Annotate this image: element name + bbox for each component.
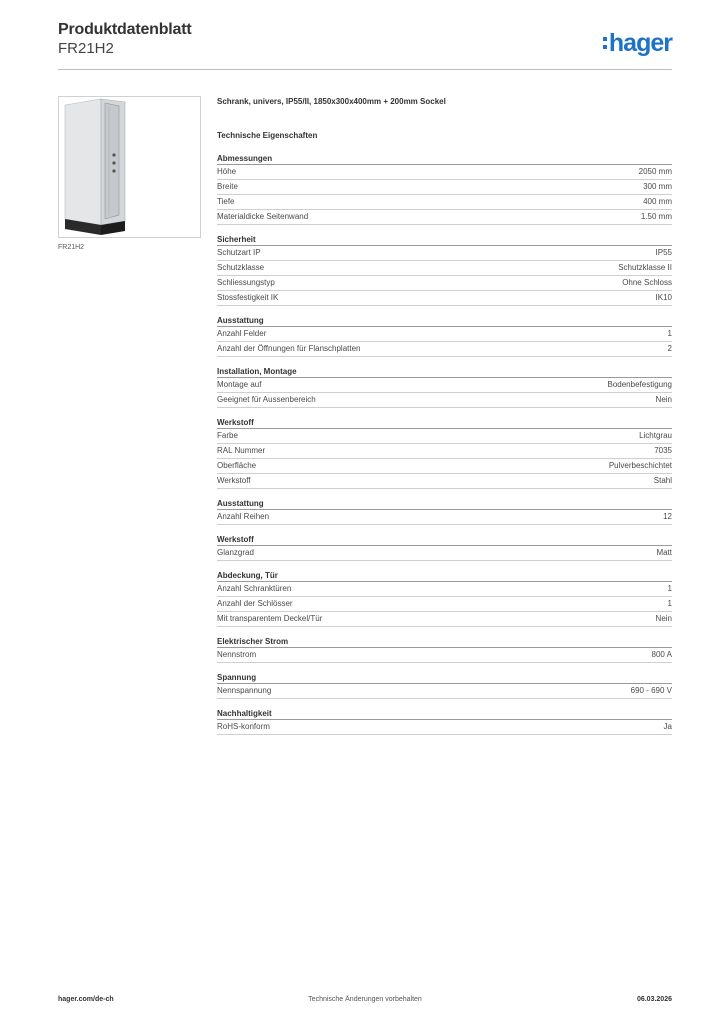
spec-value: 690 - 690 V xyxy=(630,686,672,695)
spec-row xyxy=(217,429,672,444)
spec-value: Ohne Schloss xyxy=(622,278,672,287)
spec-value: Nein xyxy=(655,614,672,623)
spec-label: Höhe xyxy=(217,167,237,176)
spec-label: Tiefe xyxy=(217,197,235,206)
spec-label: Stossfestigkeit IK xyxy=(217,293,279,302)
spec-value: Matt xyxy=(656,548,672,557)
spec-value: Nein xyxy=(655,395,672,404)
spec-row xyxy=(217,597,672,612)
spec-row xyxy=(217,195,672,210)
spec-value: Pulverbeschichtet xyxy=(608,461,672,470)
footer-note: Technische Änderungen vorbehalten xyxy=(308,996,422,1003)
section-title: Werkstoff xyxy=(217,417,672,429)
section-title: Spannung xyxy=(217,672,672,684)
spec-section xyxy=(217,234,672,306)
spec-value: 1.50 mm xyxy=(640,212,672,221)
spec-section xyxy=(217,636,672,663)
spec-value: IP55 xyxy=(655,248,672,257)
spec-value: IK10 xyxy=(655,293,672,302)
spec-value: 1 xyxy=(667,329,672,338)
spec-row xyxy=(217,684,672,699)
logo-text: hager xyxy=(608,29,672,57)
page-footer xyxy=(58,996,672,1010)
product-code: FR21H2 xyxy=(58,40,114,57)
spec-label: Schutzart IP xyxy=(217,248,261,257)
spec-row xyxy=(217,459,672,474)
section-title: Ausstattung xyxy=(217,315,672,327)
spec-label: RAL Nummer xyxy=(217,446,266,455)
spec-row xyxy=(217,291,672,306)
spec-label: Breite xyxy=(217,182,238,191)
spec-label: Schliessungstyp xyxy=(217,278,275,287)
section-title: Sicherheit xyxy=(217,234,672,246)
spec-section xyxy=(217,534,672,561)
spec-label: Anzahl der Schlösser xyxy=(217,599,293,608)
section-title: Abdeckung, Tür xyxy=(217,570,672,582)
spec-row xyxy=(217,510,672,525)
spec-row xyxy=(217,327,672,342)
spec-row xyxy=(217,582,672,597)
spec-label: Farbe xyxy=(217,431,238,440)
spec-value: 2 xyxy=(667,344,672,353)
spec-value: 800 A xyxy=(651,650,672,659)
technical-properties-title: Technische Eigenschaften xyxy=(217,131,318,140)
spec-label: Werkstoff xyxy=(217,476,251,485)
spec-label: Anzahl Schranktüren xyxy=(217,584,292,593)
spec-row xyxy=(217,342,672,357)
spec-sections xyxy=(217,153,672,735)
spec-value: Bodenbefestigung xyxy=(607,380,672,389)
section-title: Elektrischer Strom xyxy=(217,636,672,648)
spec-row xyxy=(217,210,672,225)
spec-value: Schutzklasse II xyxy=(618,263,672,272)
spec-value: 300 mm xyxy=(643,182,672,191)
spec-label: Nennstrom xyxy=(217,650,257,659)
section-title: Installation, Montage xyxy=(217,366,672,378)
spec-label: Anzahl der Öffnungen für Flanschplatten xyxy=(217,344,361,353)
spec-value: Lichtgrau xyxy=(639,431,672,440)
spec-row xyxy=(217,261,672,276)
section-title: Nachhaltigkeit xyxy=(217,708,672,720)
spec-label: Anzahl Reihen xyxy=(217,512,270,521)
spec-value: Ja xyxy=(663,722,672,731)
spec-row xyxy=(217,246,672,261)
spec-section xyxy=(217,366,672,408)
spec-label: Montage auf xyxy=(217,380,262,389)
spec-row xyxy=(217,720,672,735)
spec-value: Stahl xyxy=(653,476,672,485)
spec-value: 400 mm xyxy=(643,197,672,206)
footer-date: 06.03.2026 xyxy=(636,996,672,1003)
spec-label: Mit transparentem Deckel/Tür xyxy=(217,614,323,623)
hager-logo xyxy=(603,29,672,57)
spec-content xyxy=(217,96,672,744)
section-title: Ausstattung xyxy=(217,498,672,510)
page-header xyxy=(58,21,672,70)
spec-row xyxy=(217,474,672,489)
spec-value: 7035 xyxy=(654,446,672,455)
spec-row xyxy=(217,393,672,408)
spec-section xyxy=(217,708,672,735)
footer-website: hager.com/de-ch xyxy=(58,996,114,1003)
spec-label: Glanzgrad xyxy=(217,548,254,557)
spec-section xyxy=(217,570,672,627)
spec-section xyxy=(217,153,672,225)
cabinet-image xyxy=(59,97,200,237)
spec-label: Nennspannung xyxy=(217,686,272,695)
spec-row xyxy=(217,165,672,180)
image-caption: FR21H2 xyxy=(58,244,85,251)
document-title: Produktdatenblatt xyxy=(58,21,192,38)
section-title: Abmessungen xyxy=(217,153,672,165)
spec-row xyxy=(217,276,672,291)
spec-section xyxy=(217,498,672,525)
section-title: Werkstoff xyxy=(217,534,672,546)
spec-row xyxy=(217,546,672,561)
spec-row xyxy=(217,444,672,459)
spec-label: Anzahl Felder xyxy=(217,329,267,338)
spec-label: Geeignet für Aussenbereich xyxy=(217,395,316,404)
spec-section xyxy=(217,417,672,489)
spec-label: RoHS-konform xyxy=(217,722,270,731)
product-description: Schrank, univers, IP55/II, 1850x300x400mm + 200mm Sockel xyxy=(217,97,446,106)
spec-value: 12 xyxy=(663,512,672,521)
spec-row xyxy=(217,378,672,393)
spec-value: 1 xyxy=(667,599,672,608)
spec-row xyxy=(217,612,672,627)
spec-label: Schutzklasse xyxy=(217,263,265,272)
spec-value: 1 xyxy=(667,584,672,593)
spec-value: 2050 mm xyxy=(638,167,672,176)
product-image xyxy=(58,96,201,238)
spec-section xyxy=(217,672,672,699)
spec-label: Oberfläche xyxy=(217,461,257,470)
spec-row xyxy=(217,180,672,195)
spec-section xyxy=(217,315,672,357)
logo-mark-icon xyxy=(603,37,607,49)
spec-label: Materialdicke Seitenwand xyxy=(217,212,309,221)
spec-row xyxy=(217,648,672,663)
